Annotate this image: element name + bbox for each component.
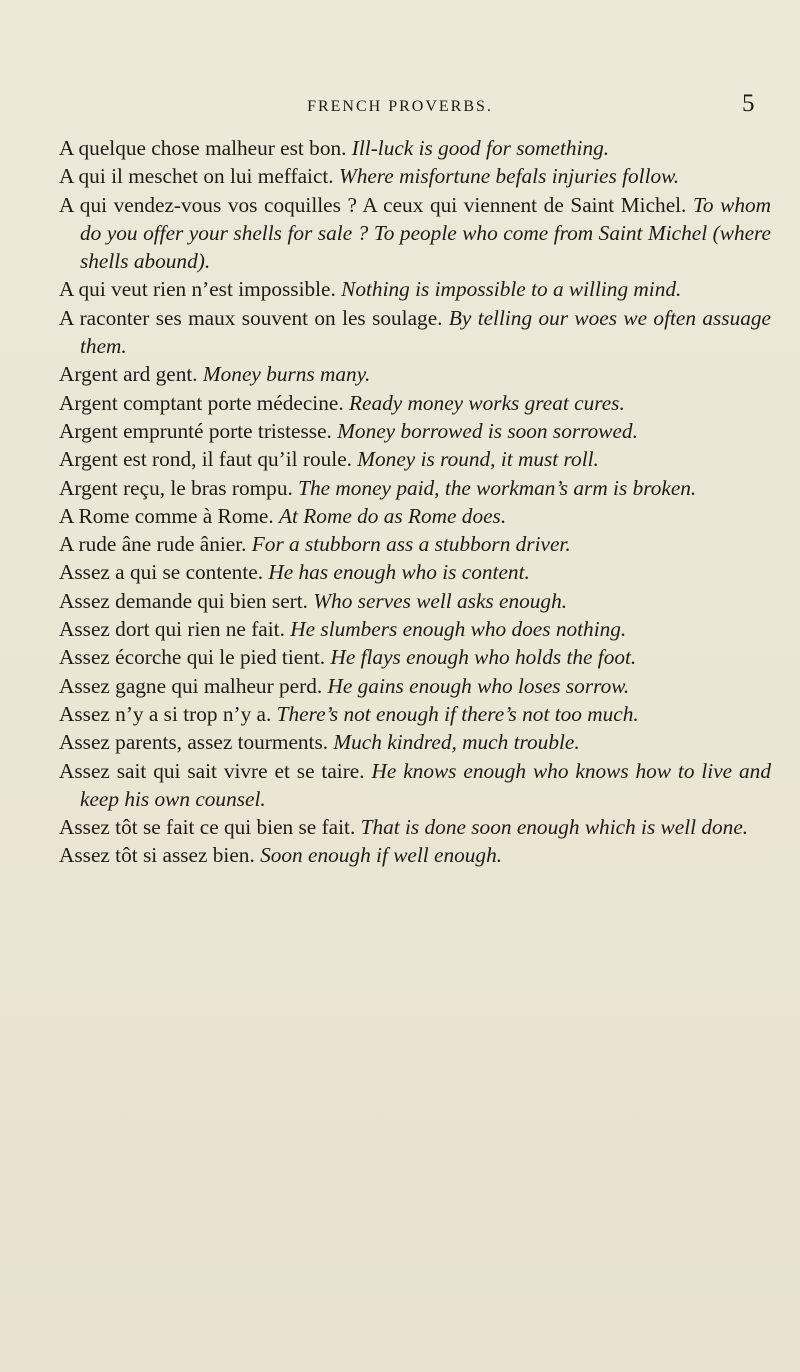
proverb-entry <box>59 700 771 728</box>
french-proverb: Assez parents, assez tourments. <box>59 730 329 755</box>
french-proverb: Argent est rond, il faut qu’il roule. <box>59 447 352 472</box>
english-translation: Much kindred, much trouble. <box>333 730 580 755</box>
english-translation: Money borrowed is soon sorrowed. <box>337 418 638 443</box>
french-proverb: A Rome comme à Rome. <box>59 503 274 528</box>
english-translation: Soon enough if well enough. <box>260 843 503 868</box>
french-proverb: Assez dort qui rien ne fait. <box>59 617 285 642</box>
proverb-entry <box>59 502 771 530</box>
french-proverb: Assez n’y a si trop n’y a. <box>59 701 272 726</box>
english-translation: For a stubborn ass a stubborn driver. <box>251 532 571 557</box>
french-proverb: Argent comptant porte médecine. <box>59 390 344 415</box>
french-proverb: Assez tôt si assez bien. <box>59 843 255 868</box>
french-proverb: Assez demande qui bien sert. <box>59 588 308 613</box>
proverb-entry <box>59 445 771 473</box>
proverb-entry <box>59 672 771 700</box>
english-translation: He has enough who is content. <box>268 560 530 585</box>
french-proverb: A raconter ses maux souvent on les soulage. <box>59 305 443 330</box>
proverb-entry <box>59 134 771 162</box>
proverb-entry <box>59 728 771 756</box>
english-translation: Nothing is impossible to a willing mind. <box>341 277 682 302</box>
english-translation: By telling our woes we often assuage them. <box>80 305 771 359</box>
french-proverb: Argent reçu, le bras rompu. <box>59 475 293 500</box>
proverb-entry <box>59 191 771 276</box>
proverb-list <box>59 134 771 870</box>
french-proverb: Assez sait qui sait vivre et se taire. <box>59 758 365 783</box>
french-proverb: A quelque chose malheur est bon. <box>59 136 347 160</box>
running-head <box>0 90 800 120</box>
english-translation: He flays enough who holds the foot. <box>330 645 637 670</box>
french-proverb: Assez a qui se contente. <box>59 560 264 585</box>
english-translation: Money burns many. <box>202 362 371 387</box>
english-translation: To whom do you offer your shells for sale ? To people who come from Saint Michel (where shells abound). <box>80 192 771 274</box>
french-proverb: A qui vendez-vous vos coquilles ? A ceux qui viennent de Saint Michel. <box>59 192 687 217</box>
english-translation: He slumbers enough who does nothing. <box>290 617 627 642</box>
english-translation: Money is round, it must roll. <box>357 447 599 472</box>
english-translation: He knows enough who knows how to live and keep his own counsel. <box>80 758 771 811</box>
french-proverb: Assez écorche qui le pied tient. <box>59 645 326 670</box>
english-translation: There’s not enough if there’s not too much. <box>276 701 639 726</box>
proverb-entry <box>59 304 771 361</box>
proverb-entry <box>59 813 771 841</box>
proverb-entry <box>59 615 771 643</box>
proverb-entry <box>59 530 771 558</box>
french-proverb: Assez gagne qui malheur perd. <box>59 673 323 698</box>
proverb-entry <box>59 558 771 586</box>
page-number: 5 <box>742 90 755 117</box>
proverb-entry <box>59 643 771 671</box>
proverb-entry <box>59 474 771 502</box>
french-proverb: A rude âne rude ânier. <box>59 532 247 557</box>
running-title: FRENCH PROVERBS. <box>307 98 493 115</box>
french-proverb: Argent ard gent. <box>59 362 198 387</box>
english-translation: Who serves well asks enough. <box>313 588 568 613</box>
english-translation: At Rome do as Rome does. <box>279 503 507 528</box>
french-proverb: A qui veut rien n’est impossible. <box>59 277 336 302</box>
proverb-entry <box>59 389 771 417</box>
proverb-entry <box>59 162 771 190</box>
french-proverb: Assez tôt se fait ce qui bien se fait. <box>59 815 356 840</box>
french-proverb: A qui il meschet on lui meffaict. <box>59 164 334 189</box>
proverb-entry <box>59 360 771 388</box>
french-proverb: Argent emprunté porte tristesse. <box>59 418 332 443</box>
proverb-entry <box>59 841 771 869</box>
english-translation: Ill-luck is good for something. <box>351 136 610 160</box>
english-translation: He gains enough who loses sorrow. <box>327 673 630 698</box>
proverb-entry <box>59 757 771 814</box>
proverb-entry <box>59 275 771 303</box>
english-translation: That is done soon enough which is well done. <box>360 815 749 840</box>
english-translation: Ready money works great cures. <box>348 390 625 415</box>
proverb-entry <box>59 417 771 445</box>
english-translation: The money paid, the workman’s arm is broken. <box>298 475 697 500</box>
proverb-entry <box>59 587 771 615</box>
english-translation: Where misfortune befals injuries follow. <box>338 164 680 189</box>
